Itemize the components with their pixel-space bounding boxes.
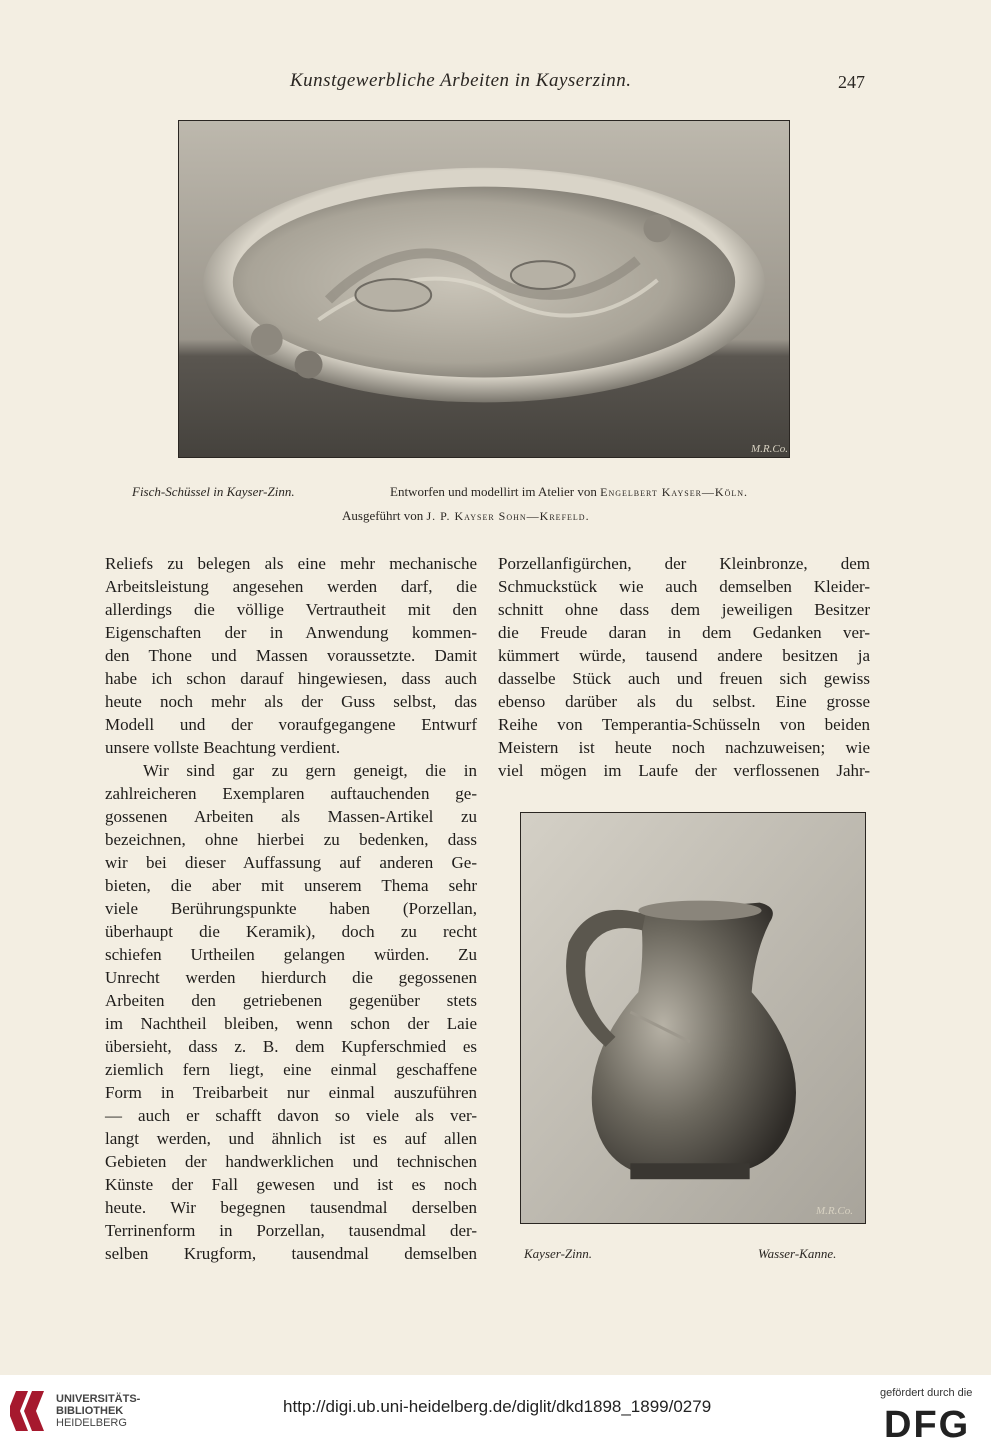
left-text-column [105,552,477,1265]
jug-caption-left: Kayser-Zinn. [524,1246,592,1261]
right-text-column [498,552,870,782]
text-line: Reliefs zu belegen als eine mehr mechanische [105,554,477,573]
platter-maker-name: J. P. Kayser Sohn—Krefeld. [426,509,590,523]
water-jug-photo [520,812,866,1224]
funding-note: gefördert durch die [880,1387,973,1399]
text-line: die Freude daran in dem Gedanken ver- [498,623,870,642]
platter-credit-prefix: Entworfen und modellirt im Atelier von [390,484,597,499]
text-line: Künste der Fall gewesen und ist es noch [105,1175,477,1194]
text-line: ebenso darüber als du selbst. Eine grosse [498,692,870,711]
text-line: Meistern ist heute noch nachzuweisen; wie [498,738,870,757]
fish-platter-image [179,121,789,457]
text-line: schiefen Urtheilen gelangen würden. Zu [105,945,477,964]
text-line: viel mögen im Laufe der verflossenen Jahr- [498,761,870,780]
text-line: Form in Treibarbeit nur einmal auszuführen [105,1083,477,1102]
dfg-logo: DFG [884,1404,971,1446]
text-line: dasselbe Stück auch und freuen sich gewiss [498,669,870,688]
text-line: Wir sind gar zu gern geneigt, die in [143,761,477,780]
text-line: — auch er schafft davon so viele als ver- [105,1106,477,1125]
text-line: Schmuckstück wie auch demselben Kleider- [498,577,870,596]
platter-caption-title: Fisch-Schüssel in Kayser-Zinn. [132,484,295,499]
text-line: Reihe von Temperantia-Schüsseln von beiden [498,715,870,734]
text-line: Terrinenform in Porzellan, tausendmal der- [105,1221,477,1240]
text-line: Porzellanfigürchen, der Kleinbronze, dem [498,554,870,573]
university-library-logo-icon [10,1387,50,1435]
running-title: Kunstgewerbliche Arbeiten in Kayserzinn. [290,70,632,91]
text-line: im Nachtheil bleiben, wenn schon der Laie [105,1014,477,1033]
university-library-name [56,1393,140,1429]
text-line: den Thone und Massen voraussetzte. Damit [105,646,477,665]
text-line: zahlreicheren Exemplaren auftauchenden ge- [105,784,477,803]
text-line: allerdings die völlige Vertrautheit mit den [105,600,477,619]
water-jug-image [521,813,865,1223]
text-line: Arbeiten den getriebenen gegenüber stets [105,991,477,1010]
platter-caption-credit [390,484,748,500]
text-line: heute noch mehr als der Guss selbst, das [105,692,477,711]
text-line: Unrecht werden hierdurch die gegossenen [105,968,477,987]
text-line: unsere vollste Beachtung verdient. [105,738,341,757]
library-line1: UNIVERSITÄTS- [56,1393,141,1405]
text-line: kümmert würde, tausend andere besitzen ja [498,646,870,665]
text-line: Arbeitsleistung angesehen werden darf, die [105,577,477,596]
text-line: schnitt ohne dass dem jeweiligen Besitzer [498,600,870,619]
jug-caption-right: Wasser-Kanne. [758,1246,837,1261]
text-line: bieten, die aber mit unserem Thema sehr [105,876,477,895]
text-line: selben Krugform, tausendmal demselben [105,1244,477,1263]
text-line: viele Berührungspunkte haben (Porzellan, [105,899,477,918]
photo-monogram: M.R.Co. [816,1205,853,1217]
text-line: Gebieten der handwerklichen und technischen [105,1152,477,1171]
text-line: bezeichnen, ohne hierbei zu bedenken, dass [105,830,477,849]
text-line: langt werden, und ähnlich ist es auf allen [105,1129,477,1148]
text-line: gossenen Arbeiten als Massen-Artikel zu [105,807,477,826]
photo-monogram: M.R.Co. [751,443,788,455]
platter-caption-maker [342,508,590,524]
text-line: überhaupt die Keramik), doch zu recht [105,922,477,941]
text-line: heute. Wir begegnen tausendmal derselben [105,1198,477,1217]
digitization-footer [0,1375,991,1450]
platter-credit-name: Engelbert Kayser—Köln. [600,485,749,499]
text-line: wir bei dieser Auffassung auf anderen Ge- [105,853,477,872]
library-line2: BIBLIOTHEK [56,1405,124,1417]
text-line: Eigenschaften der in Anwendung kommen- [105,623,477,642]
platter-maker-prefix: Ausgeführt von [342,508,424,523]
fish-platter-photo [178,120,790,458]
text-line: Modell und der voraufgegangene Entwurf [105,715,477,734]
library-line3: HEIDELBERG [56,1417,127,1429]
text-line: habe ich schon darauf hingewiesen, dass auch [105,669,477,688]
text-line: übersieht, dass z. B. dem Kupferschmied es [105,1037,477,1056]
digital-url-link[interactable]: http://digi.ub.uni-heidelberg.de/diglit/dkd1898_1899/0279 [283,1397,712,1416]
text-line: ziemlich fern liegt, eine einmal geschaffene [105,1060,477,1079]
page-number: 247 [838,72,865,92]
